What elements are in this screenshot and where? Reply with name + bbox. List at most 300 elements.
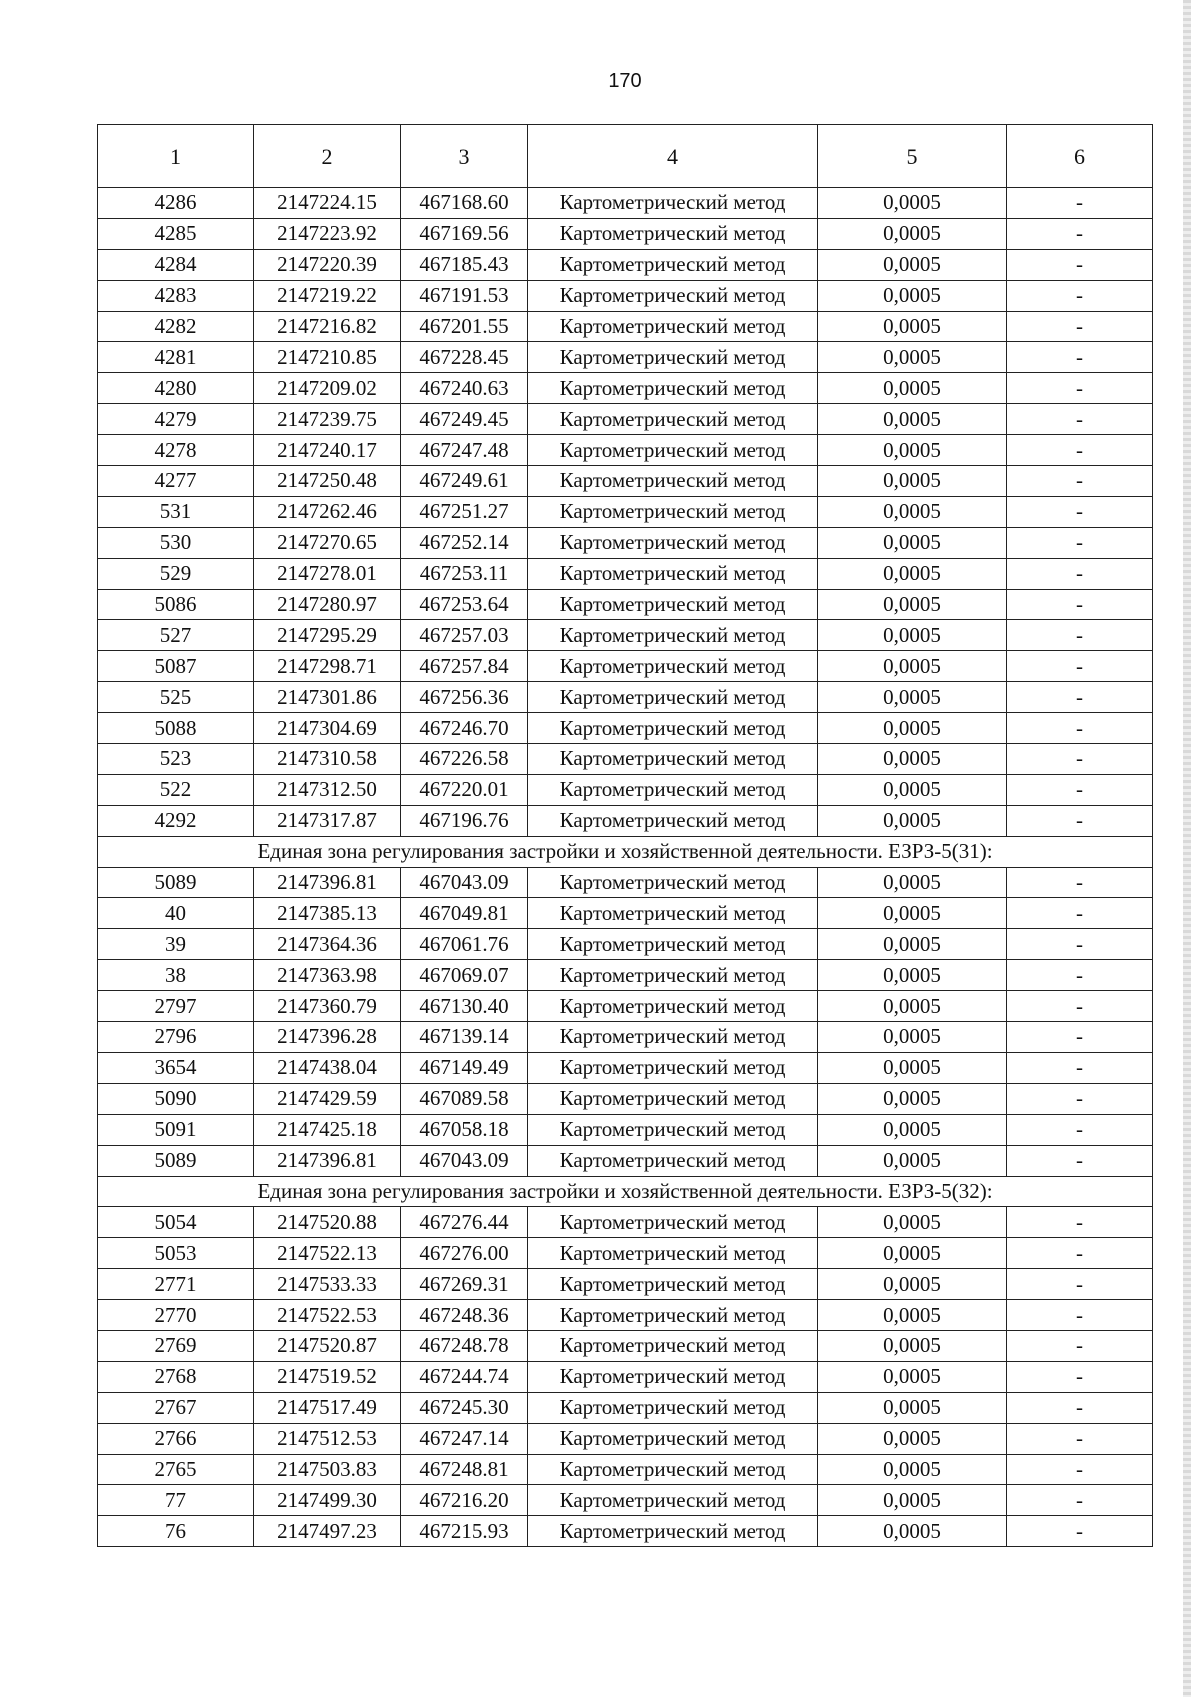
header-cell: 3 xyxy=(401,125,528,188)
table-row xyxy=(98,342,1153,373)
table-row xyxy=(98,682,1153,713)
accuracy-cell: 0,0005 xyxy=(818,1392,1007,1423)
note-cell: - xyxy=(1007,682,1153,713)
note-cell: - xyxy=(1007,651,1153,682)
point-number-cell: 5090 xyxy=(98,1083,254,1114)
x-coordinate-cell: 2147224.15 xyxy=(254,188,401,219)
y-coordinate-cell: 467043.09 xyxy=(401,867,528,898)
table-row xyxy=(98,1052,1153,1083)
note-cell: - xyxy=(1007,1207,1153,1238)
table-row xyxy=(98,280,1153,311)
y-coordinate-cell: 467139.14 xyxy=(401,1022,528,1053)
header-cell: 4 xyxy=(528,125,818,188)
y-coordinate-cell: 467246.70 xyxy=(401,713,528,744)
method-cell: Картометрический метод xyxy=(528,713,818,744)
table-row xyxy=(98,1361,1153,1392)
y-coordinate-cell: 467249.45 xyxy=(401,404,528,435)
note-cell: - xyxy=(1007,805,1153,836)
y-coordinate-cell: 467149.49 xyxy=(401,1052,528,1083)
note-cell: - xyxy=(1007,373,1153,404)
note-cell: - xyxy=(1007,496,1153,527)
note-cell: - xyxy=(1007,1330,1153,1361)
x-coordinate-cell: 2147270.65 xyxy=(254,527,401,558)
y-coordinate-cell: 467253.64 xyxy=(401,589,528,620)
x-coordinate-cell: 2147209.02 xyxy=(254,373,401,404)
accuracy-cell: 0,0005 xyxy=(818,280,1007,311)
point-number-cell: 4282 xyxy=(98,311,254,342)
x-coordinate-cell: 2147517.49 xyxy=(254,1392,401,1423)
method-cell: Картометрический метод xyxy=(528,188,818,219)
point-number-cell: 3654 xyxy=(98,1052,254,1083)
y-coordinate-cell: 467196.76 xyxy=(401,805,528,836)
y-coordinate-cell: 467276.44 xyxy=(401,1207,528,1238)
point-number-cell: 2765 xyxy=(98,1454,254,1485)
accuracy-cell: 0,0005 xyxy=(818,1330,1007,1361)
y-coordinate-cell: 467248.81 xyxy=(401,1454,528,1485)
accuracy-cell: 0,0005 xyxy=(818,1423,1007,1454)
x-coordinate-cell: 2147497.23 xyxy=(254,1516,401,1547)
point-number-cell: 40 xyxy=(98,898,254,929)
note-cell: - xyxy=(1007,188,1153,219)
y-coordinate-cell: 467043.09 xyxy=(401,1145,528,1176)
table-row xyxy=(98,1083,1153,1114)
accuracy-cell: 0,0005 xyxy=(818,682,1007,713)
method-cell: Картометрический метод xyxy=(528,805,818,836)
y-coordinate-cell: 467276.00 xyxy=(401,1238,528,1269)
note-cell: - xyxy=(1007,1052,1153,1083)
point-number-cell: 76 xyxy=(98,1516,254,1547)
method-cell: Картометрический метод xyxy=(528,774,818,805)
accuracy-cell: 0,0005 xyxy=(818,805,1007,836)
method-cell: Картометрический метод xyxy=(528,1269,818,1300)
note-cell: - xyxy=(1007,466,1153,497)
point-number-cell: 39 xyxy=(98,929,254,960)
y-coordinate-cell: 467226.58 xyxy=(401,744,528,775)
x-coordinate-cell: 2147280.97 xyxy=(254,589,401,620)
x-coordinate-cell: 2147240.17 xyxy=(254,435,401,466)
point-number-cell: 5053 xyxy=(98,1238,254,1269)
table-row xyxy=(98,1516,1153,1547)
accuracy-cell: 0,0005 xyxy=(818,1516,1007,1547)
method-cell: Картометрический метод xyxy=(528,435,818,466)
y-coordinate-cell: 467168.60 xyxy=(401,188,528,219)
x-coordinate-cell: 2147503.83 xyxy=(254,1454,401,1485)
y-coordinate-cell: 467058.18 xyxy=(401,1114,528,1145)
y-coordinate-cell: 467089.58 xyxy=(401,1083,528,1114)
accuracy-cell: 0,0005 xyxy=(818,496,1007,527)
point-number-cell: 522 xyxy=(98,774,254,805)
accuracy-cell: 0,0005 xyxy=(818,589,1007,620)
table-row xyxy=(98,1145,1153,1176)
x-coordinate-cell: 2147301.86 xyxy=(254,682,401,713)
x-coordinate-cell: 2147223.92 xyxy=(254,218,401,249)
method-cell: Картометрический метод xyxy=(528,960,818,991)
header-cell: 5 xyxy=(818,125,1007,188)
y-coordinate-cell: 467252.14 xyxy=(401,527,528,558)
point-number-cell: 2771 xyxy=(98,1269,254,1300)
x-coordinate-cell: 2147312.50 xyxy=(254,774,401,805)
y-coordinate-cell: 467247.48 xyxy=(401,435,528,466)
note-cell: - xyxy=(1007,774,1153,805)
table-row xyxy=(98,867,1153,898)
method-cell: Картометрический метод xyxy=(528,1330,818,1361)
table-row xyxy=(98,218,1153,249)
note-cell: - xyxy=(1007,1516,1153,1547)
note-cell: - xyxy=(1007,1238,1153,1269)
table-row xyxy=(98,960,1153,991)
note-cell: - xyxy=(1007,1300,1153,1331)
note-cell: - xyxy=(1007,1083,1153,1114)
accuracy-cell: 0,0005 xyxy=(818,1361,1007,1392)
table-row xyxy=(98,188,1153,219)
point-number-cell: 2769 xyxy=(98,1330,254,1361)
method-cell: Картометрический метод xyxy=(528,311,818,342)
note-cell: - xyxy=(1007,1392,1153,1423)
y-coordinate-cell: 467240.63 xyxy=(401,373,528,404)
header-cell: 2 xyxy=(254,125,401,188)
y-coordinate-cell: 467245.30 xyxy=(401,1392,528,1423)
point-number-cell: 523 xyxy=(98,744,254,775)
method-cell: Картометрический метод xyxy=(528,898,818,929)
method-cell: Картометрический метод xyxy=(528,249,818,280)
accuracy-cell: 0,0005 xyxy=(818,1454,1007,1485)
method-cell: Картометрический метод xyxy=(528,991,818,1022)
table-row xyxy=(98,527,1153,558)
table-row xyxy=(98,1300,1153,1331)
accuracy-cell: 0,0005 xyxy=(818,466,1007,497)
note-cell: - xyxy=(1007,558,1153,589)
y-coordinate-cell: 467228.45 xyxy=(401,342,528,373)
method-cell: Картометрический метод xyxy=(528,867,818,898)
point-number-cell: 4284 xyxy=(98,249,254,280)
accuracy-cell: 0,0005 xyxy=(818,651,1007,682)
accuracy-cell: 0,0005 xyxy=(818,1207,1007,1238)
note-cell: - xyxy=(1007,404,1153,435)
y-coordinate-cell: 467201.55 xyxy=(401,311,528,342)
x-coordinate-cell: 2147425.18 xyxy=(254,1114,401,1145)
method-cell: Картометрический метод xyxy=(528,1361,818,1392)
note-cell: - xyxy=(1007,280,1153,311)
note-cell: - xyxy=(1007,1423,1153,1454)
method-cell: Картометрический метод xyxy=(528,1207,818,1238)
y-coordinate-cell: 467220.01 xyxy=(401,774,528,805)
table-row xyxy=(98,744,1153,775)
method-cell: Картометрический метод xyxy=(528,466,818,497)
accuracy-cell: 0,0005 xyxy=(818,373,1007,404)
method-cell: Картометрический метод xyxy=(528,1238,818,1269)
method-cell: Картометрический метод xyxy=(528,1300,818,1331)
accuracy-cell: 0,0005 xyxy=(818,867,1007,898)
x-coordinate-cell: 2147363.98 xyxy=(254,960,401,991)
point-number-cell: 4279 xyxy=(98,404,254,435)
table-header-row xyxy=(98,125,1153,188)
x-coordinate-cell: 2147239.75 xyxy=(254,404,401,435)
point-number-cell: 77 xyxy=(98,1485,254,1516)
coordinates-table xyxy=(97,124,1153,1547)
note-cell: - xyxy=(1007,713,1153,744)
accuracy-cell: 0,0005 xyxy=(818,249,1007,280)
method-cell: Картометрический метод xyxy=(528,651,818,682)
x-coordinate-cell: 2147304.69 xyxy=(254,713,401,744)
method-cell: Картометрический метод xyxy=(528,1022,818,1053)
y-coordinate-cell: 467185.43 xyxy=(401,249,528,280)
accuracy-cell: 0,0005 xyxy=(818,1485,1007,1516)
method-cell: Картометрический метод xyxy=(528,1454,818,1485)
table-row xyxy=(98,1392,1153,1423)
point-number-cell: 4277 xyxy=(98,466,254,497)
method-cell: Картометрический метод xyxy=(528,1145,818,1176)
y-coordinate-cell: 467169.56 xyxy=(401,218,528,249)
x-coordinate-cell: 2147429.59 xyxy=(254,1083,401,1114)
y-coordinate-cell: 467256.36 xyxy=(401,682,528,713)
accuracy-cell: 0,0005 xyxy=(818,435,1007,466)
accuracy-cell: 0,0005 xyxy=(818,342,1007,373)
note-cell: - xyxy=(1007,218,1153,249)
x-coordinate-cell: 2147364.36 xyxy=(254,929,401,960)
table-row xyxy=(98,1485,1153,1516)
y-coordinate-cell: 467253.11 xyxy=(401,558,528,589)
accuracy-cell: 0,0005 xyxy=(818,1022,1007,1053)
table-row xyxy=(98,1238,1153,1269)
method-cell: Картометрический метод xyxy=(528,929,818,960)
method-cell: Картометрический метод xyxy=(528,1516,818,1547)
x-coordinate-cell: 2147210.85 xyxy=(254,342,401,373)
method-cell: Картометрический метод xyxy=(528,218,818,249)
accuracy-cell: 0,0005 xyxy=(818,620,1007,651)
method-cell: Картометрический метод xyxy=(528,527,818,558)
x-coordinate-cell: 2147216.82 xyxy=(254,311,401,342)
accuracy-cell: 0,0005 xyxy=(818,960,1007,991)
accuracy-cell: 0,0005 xyxy=(818,1114,1007,1145)
point-number-cell: 5086 xyxy=(98,589,254,620)
method-cell: Картометрический метод xyxy=(528,589,818,620)
note-cell: - xyxy=(1007,898,1153,929)
y-coordinate-cell: 467061.76 xyxy=(401,929,528,960)
note-cell: - xyxy=(1007,929,1153,960)
accuracy-cell: 0,0005 xyxy=(818,188,1007,219)
x-coordinate-cell: 2147220.39 xyxy=(254,249,401,280)
zone-heading: Единая зона регулирования застройки и хозяйственной деятельности. ЕЗРЗ-5(32): xyxy=(98,1176,1153,1207)
y-coordinate-cell: 467130.40 xyxy=(401,991,528,1022)
method-cell: Картометрический метод xyxy=(528,342,818,373)
accuracy-cell: 0,0005 xyxy=(818,744,1007,775)
method-cell: Картометрический метод xyxy=(528,1083,818,1114)
point-number-cell: 2768 xyxy=(98,1361,254,1392)
table-row xyxy=(98,496,1153,527)
table-row xyxy=(98,1207,1153,1238)
x-coordinate-cell: 2147396.28 xyxy=(254,1022,401,1053)
point-number-cell: 5091 xyxy=(98,1114,254,1145)
x-coordinate-cell: 2147310.58 xyxy=(254,744,401,775)
x-coordinate-cell: 2147219.22 xyxy=(254,280,401,311)
note-cell: - xyxy=(1007,744,1153,775)
table-row xyxy=(98,1423,1153,1454)
method-cell: Картометрический метод xyxy=(528,496,818,527)
point-number-cell: 4280 xyxy=(98,373,254,404)
accuracy-cell: 0,0005 xyxy=(818,1052,1007,1083)
y-coordinate-cell: 467251.27 xyxy=(401,496,528,527)
note-cell: - xyxy=(1007,311,1153,342)
y-coordinate-cell: 467191.53 xyxy=(401,280,528,311)
note-cell: - xyxy=(1007,960,1153,991)
point-number-cell: 5054 xyxy=(98,1207,254,1238)
table-row xyxy=(98,713,1153,744)
table-row xyxy=(98,558,1153,589)
point-number-cell: 4286 xyxy=(98,188,254,219)
note-cell: - xyxy=(1007,991,1153,1022)
point-number-cell: 2770 xyxy=(98,1300,254,1331)
note-cell: - xyxy=(1007,342,1153,373)
y-coordinate-cell: 467244.74 xyxy=(401,1361,528,1392)
table-row xyxy=(98,898,1153,929)
x-coordinate-cell: 2147262.46 xyxy=(254,496,401,527)
point-number-cell: 2797 xyxy=(98,991,254,1022)
accuracy-cell: 0,0005 xyxy=(818,1238,1007,1269)
note-cell: - xyxy=(1007,589,1153,620)
point-number-cell: 4278 xyxy=(98,435,254,466)
method-cell: Картометрический метод xyxy=(528,1423,818,1454)
y-coordinate-cell: 467049.81 xyxy=(401,898,528,929)
accuracy-cell: 0,0005 xyxy=(818,404,1007,435)
page-number: 170 xyxy=(608,70,642,92)
method-cell: Картометрический метод xyxy=(528,682,818,713)
y-coordinate-cell: 467269.31 xyxy=(401,1269,528,1300)
header-cell: 1 xyxy=(98,125,254,188)
y-coordinate-cell: 467257.03 xyxy=(401,620,528,651)
method-cell: Картометрический метод xyxy=(528,404,818,435)
point-number-cell: 2767 xyxy=(98,1392,254,1423)
y-coordinate-cell: 467257.84 xyxy=(401,651,528,682)
method-cell: Картометрический метод xyxy=(528,280,818,311)
x-coordinate-cell: 2147519.52 xyxy=(254,1361,401,1392)
point-number-cell: 527 xyxy=(98,620,254,651)
table-row xyxy=(98,1114,1153,1145)
x-coordinate-cell: 2147250.48 xyxy=(254,466,401,497)
zone-heading-row xyxy=(98,1176,1153,1207)
point-number-cell: 2796 xyxy=(98,1022,254,1053)
method-cell: Картометрический метод xyxy=(528,1114,818,1145)
table-row xyxy=(98,589,1153,620)
x-coordinate-cell: 2147295.29 xyxy=(254,620,401,651)
table-row xyxy=(98,929,1153,960)
y-coordinate-cell: 467215.93 xyxy=(401,1516,528,1547)
y-coordinate-cell: 467248.78 xyxy=(401,1330,528,1361)
x-coordinate-cell: 2147396.81 xyxy=(254,1145,401,1176)
method-cell: Картометрический метод xyxy=(528,558,818,589)
table-row xyxy=(98,1454,1153,1485)
point-number-cell: 529 xyxy=(98,558,254,589)
x-coordinate-cell: 2147396.81 xyxy=(254,867,401,898)
point-number-cell: 2766 xyxy=(98,1423,254,1454)
point-number-cell: 530 xyxy=(98,527,254,558)
accuracy-cell: 0,0005 xyxy=(818,1083,1007,1114)
note-cell: - xyxy=(1007,249,1153,280)
table-row xyxy=(98,249,1153,280)
y-coordinate-cell: 467248.36 xyxy=(401,1300,528,1331)
method-cell: Картометрический метод xyxy=(528,744,818,775)
x-coordinate-cell: 2147278.01 xyxy=(254,558,401,589)
x-coordinate-cell: 2147499.30 xyxy=(254,1485,401,1516)
point-number-cell: 4285 xyxy=(98,218,254,249)
x-coordinate-cell: 2147438.04 xyxy=(254,1052,401,1083)
accuracy-cell: 0,0005 xyxy=(818,774,1007,805)
table-row xyxy=(98,466,1153,497)
x-coordinate-cell: 2147522.53 xyxy=(254,1300,401,1331)
accuracy-cell: 0,0005 xyxy=(818,713,1007,744)
accuracy-cell: 0,0005 xyxy=(818,558,1007,589)
x-coordinate-cell: 2147520.87 xyxy=(254,1330,401,1361)
x-coordinate-cell: 2147298.71 xyxy=(254,651,401,682)
accuracy-cell: 0,0005 xyxy=(818,311,1007,342)
point-number-cell: 4292 xyxy=(98,805,254,836)
scan-edge xyxy=(1183,0,1191,1697)
table-body xyxy=(98,188,1153,1547)
method-cell: Картометрический метод xyxy=(528,620,818,651)
note-cell: - xyxy=(1007,435,1153,466)
note-cell: - xyxy=(1007,1145,1153,1176)
table-row xyxy=(98,373,1153,404)
accuracy-cell: 0,0005 xyxy=(818,1269,1007,1300)
y-coordinate-cell: 467069.07 xyxy=(401,960,528,991)
note-cell: - xyxy=(1007,1485,1153,1516)
method-cell: Картометрический метод xyxy=(528,1485,818,1516)
table-row xyxy=(98,774,1153,805)
point-number-cell: 531 xyxy=(98,496,254,527)
table-row xyxy=(98,1330,1153,1361)
method-cell: Картометрический метод xyxy=(528,1392,818,1423)
y-coordinate-cell: 467247.14 xyxy=(401,1423,528,1454)
accuracy-cell: 0,0005 xyxy=(818,929,1007,960)
header-cell: 6 xyxy=(1007,125,1153,188)
accuracy-cell: 0,0005 xyxy=(818,991,1007,1022)
table-row xyxy=(98,805,1153,836)
accuracy-cell: 0,0005 xyxy=(818,527,1007,558)
table-row xyxy=(98,651,1153,682)
note-cell: - xyxy=(1007,527,1153,558)
x-coordinate-cell: 2147360.79 xyxy=(254,991,401,1022)
point-number-cell: 38 xyxy=(98,960,254,991)
table-row xyxy=(98,620,1153,651)
point-number-cell: 4283 xyxy=(98,280,254,311)
note-cell: - xyxy=(1007,1022,1153,1053)
note-cell: - xyxy=(1007,1114,1153,1145)
method-cell: Картометрический метод xyxy=(528,373,818,404)
accuracy-cell: 0,0005 xyxy=(818,898,1007,929)
point-number-cell: 5089 xyxy=(98,867,254,898)
note-cell: - xyxy=(1007,1269,1153,1300)
x-coordinate-cell: 2147520.88 xyxy=(254,1207,401,1238)
y-coordinate-cell: 467216.20 xyxy=(401,1485,528,1516)
zone-heading-row xyxy=(98,836,1153,867)
table-row xyxy=(98,1269,1153,1300)
point-number-cell: 5089 xyxy=(98,1145,254,1176)
table-row xyxy=(98,311,1153,342)
point-number-cell: 4281 xyxy=(98,342,254,373)
zone-heading: Единая зона регулирования застройки и хозяйственной деятельности. ЕЗРЗ-5(31): xyxy=(98,836,1153,867)
y-coordinate-cell: 467249.61 xyxy=(401,466,528,497)
point-number-cell: 5088 xyxy=(98,713,254,744)
note-cell: - xyxy=(1007,1361,1153,1392)
x-coordinate-cell: 2147522.13 xyxy=(254,1238,401,1269)
point-number-cell: 5087 xyxy=(98,651,254,682)
accuracy-cell: 0,0005 xyxy=(818,1145,1007,1176)
accuracy-cell: 0,0005 xyxy=(818,218,1007,249)
x-coordinate-cell: 2147317.87 xyxy=(254,805,401,836)
method-cell: Картометрический метод xyxy=(528,1052,818,1083)
table-row xyxy=(98,991,1153,1022)
table-row xyxy=(98,1022,1153,1053)
accuracy-cell: 0,0005 xyxy=(818,1300,1007,1331)
